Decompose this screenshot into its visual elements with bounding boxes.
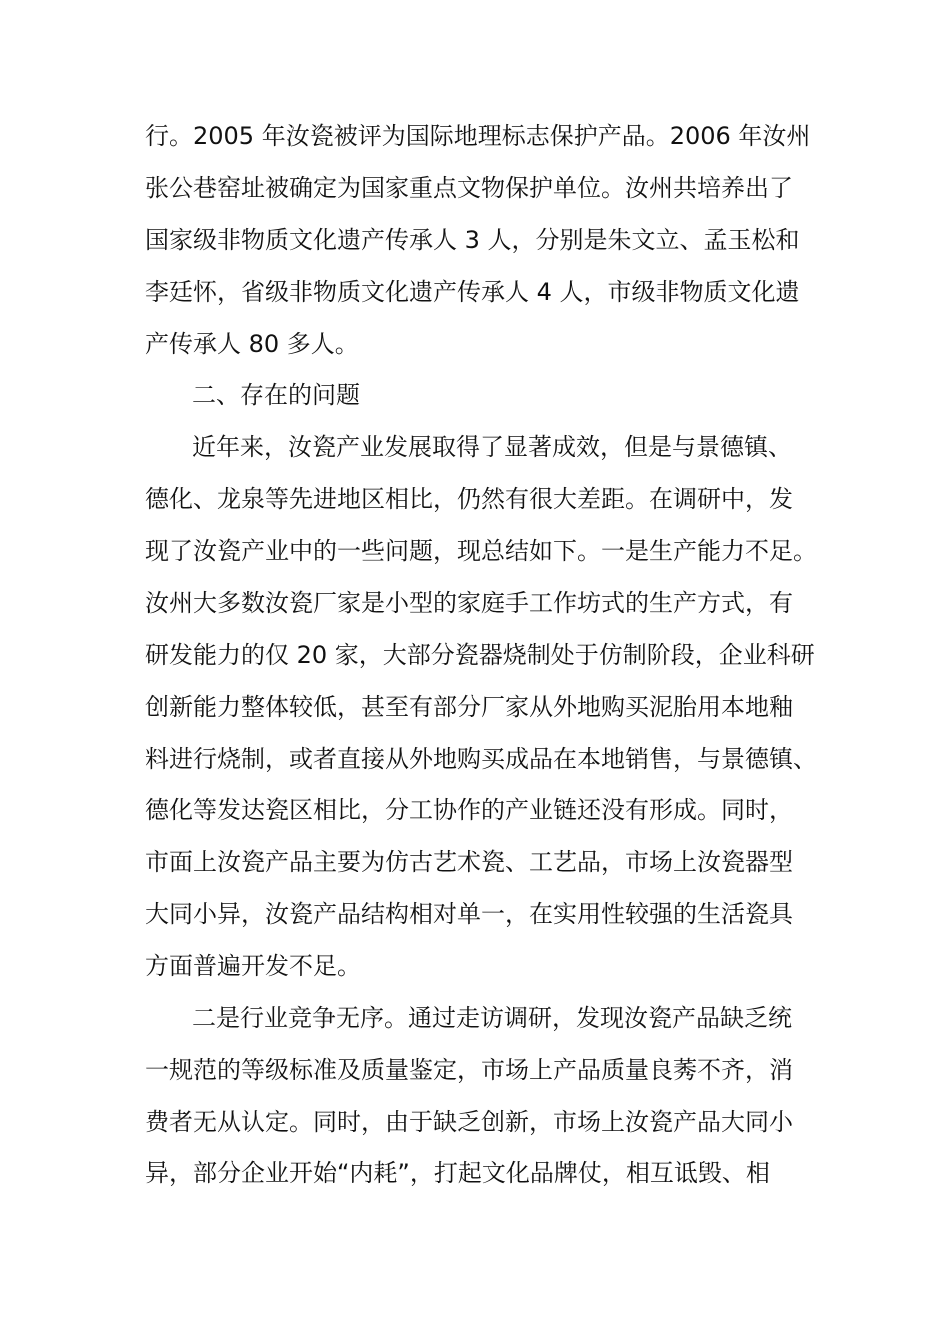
text-line-20: 费者无从认定。同时，由于缺乏创新，市场上汝瓷产品大同小 — [145, 1108, 793, 1136]
text-line-4: 李廷怀，省级非物质文化遗产传承人 4 人，市级非物质文化遗 — [145, 278, 800, 306]
text-line-12: 创新能力整体较低，甚至有部分厂家从外地购买泥胎用本地釉 — [145, 693, 793, 721]
text-line-14: 德化等发达瓷区相比，分工协作的产业链还没有形成。同时， — [145, 796, 793, 824]
text-line-3: 国家级非物质文化遗产传承人 3 人，分别是朱文立、孟玉松和 — [145, 226, 800, 254]
text-line-18: 二是行业竞争无序。通过走访调研，发现汝瓷产品缺乏统 — [192, 1004, 792, 1032]
section-heading: 二、存在的问题 — [192, 381, 360, 409]
text-line-10: 汝州大多数汝瓷厂家是小型的家庭手工作坊式的生产方式，有 — [145, 589, 793, 617]
text-line-2: 张公巷窑址被确定为国家重点文物保护单位。汝州共培养出了 — [145, 174, 793, 202]
text-line-16: 大同小异，汝瓷产品结构相对单一，在实用性较强的生活瓷具 — [145, 900, 793, 928]
text-line-11: 研发能力的仅 20 家，大部分瓷器烧制处于仿制阶段，企业科研 — [145, 641, 815, 669]
text-line-8: 德化、龙泉等先进地区相比，仍然有很大差距。在调研中，发 — [145, 485, 793, 513]
text-line-21: 异，部分企业开始“内耗”，打起文化品牌仗，相互诋毁、相 — [145, 1159, 770, 1187]
text-line-15: 市面上汝瓷产品主要为仿古艺术瓷、工艺品，市场上汝瓷器型 — [145, 848, 793, 876]
text-line-5: 产传承人 80 多人。 — [145, 330, 359, 358]
text-line-9: 现了汝瓷产业中的一些问题，现总结如下。一是生产能力不足。 — [145, 537, 817, 565]
text-line-13: 料进行烧制，或者直接从外地购买成品在本地销售，与景德镇、 — [145, 745, 817, 773]
text-line-17: 方面普遍开发不足。 — [145, 952, 361, 980]
text-line-7: 近年来，汝瓷产业发展取得了显著成效，但是与景德镇、 — [192, 433, 792, 461]
text-line-1: 行。2005 年汝瓷被评为国际地理标志保护产品。2006 年汝州 — [145, 122, 811, 150]
text-line-19: 一规范的等级标准及质量鉴定，市场上产品质量良莠不齐，消 — [145, 1056, 793, 1084]
